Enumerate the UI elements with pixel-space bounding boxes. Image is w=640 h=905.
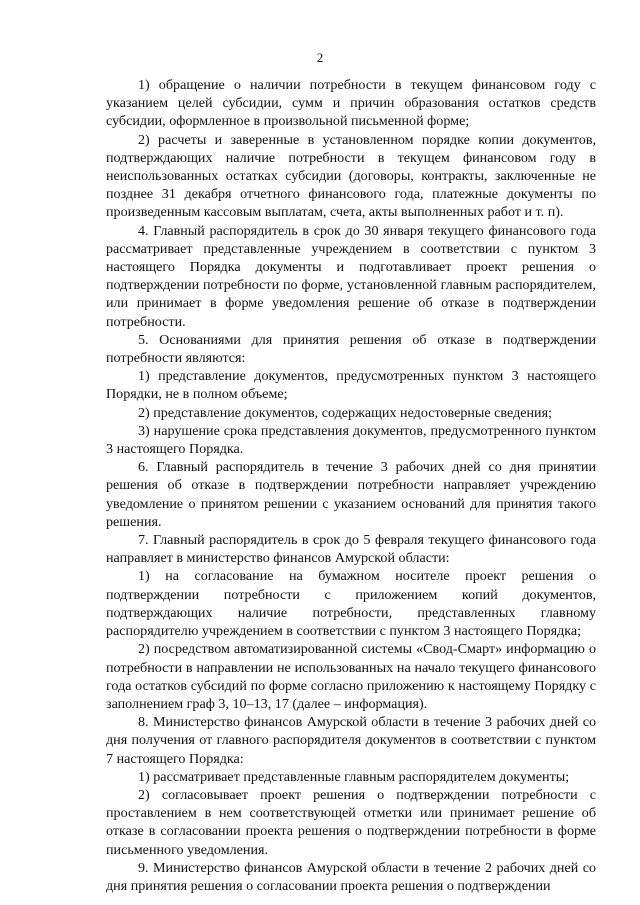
paragraph-9: 7. Главный распорядитель в срок до 5 февраля текущего финансового года направляет в министерство финансов Амурской области: (106, 532, 596, 567)
paragraph-6: 2) представление документов, содержащих недостоверные сведения; (138, 404, 552, 421)
page-number: 2 (316, 50, 324, 65)
paragraph-3: 4. Главный распорядитель в срок до 30 января текущего финансового года рассматривает представленные учреждением в соответствии с пунктом 3 настоящего Порядка документы и подготавливает проект решения о подтверждении потребности по форме, установленной главным распорядителем, или принимает в форме уведомления решение об отказе в подтверждении потребности. (106, 222, 596, 330)
paragraph-13: 1) рассматривает представленные главным распорядителем документы; (138, 768, 570, 785)
paragraph-14: 2) согласовывает проект решения о подтверждении потребности с проставлением в нем соответствующей отметки или принимает решение об отказе в согласовании проекта решения о подтверждении потребности в форме письменного уведомления. (106, 786, 596, 858)
paragraph-4: 5. Основаниями для принятия решения об отказе в подтверждении потребности являются: (106, 331, 596, 367)
paragraph-10: 1) на согласование на бумажном носителе проект решения о подтверждении потребности с приложением копий документов, подтверждающих наличие потребности, представленных главному распорядителю учреждением в соответствии с пунктом 3 настоящего Порядка; (106, 568, 596, 640)
document-body (106, 76, 596, 895)
paragraph-7: 3) нарушение срока представления документов, предусмотренного пунктом 3 настоящего Порядка. (106, 422, 596, 458)
paragraph-5: 1) представление документов, предусмотренных пунктом 3 настоящего Порядки, не в полном объеме; (106, 368, 596, 403)
paragraph-2: 2) расчеты и заверенные в установленном порядке копии документов, подтверждающих наличие потребности в текущем финансовом году в неиспользованных остатках субсидии (договоры, контракты, заключенные не позднее 31 декабря отчетного финансового года, платежные документы по произведенным кассовым выплатам, счета, акты выполненных работ и т. п). (106, 131, 596, 221)
paragraph-1: 1) обращение о наличии потребности в текущем финансовом году с указанием целей субсидии, сумм и причин образования остатков средств субсидии, оформленное в произвольной письменной форме; (106, 77, 596, 130)
paragraph-12: 8. Министерство финансов Амурской области в течение 3 рабочих дней со дня получения от главного распорядителя документов в соответствии с пунктом 7 настоящего Порядка: (106, 714, 596, 767)
paragraph-8: 6. Главный распорядитель в течение 3 рабочих дней со дня принятии решения об отказе в подтверждении потребности направляет учреждению уведомление о принятом решении с указанием оснований для принятия такого решения. (106, 459, 596, 530)
paragraph-15: 9. Министерство финансов Амурской области в течение 2 рабочих дней со дня принятия решения о согласовании проекта решения о подтверждении (106, 859, 596, 894)
paragraph-11: 2) посредством автоматизированной системы «Свод-Смарт» информацию о потребности в направлении не использованных на начало текущего финансового года остатков субсидий по форме согласно приложению к настоящему Порядку с заполнением граф 3, 10–13, 17 (далее – информация). (106, 641, 596, 712)
